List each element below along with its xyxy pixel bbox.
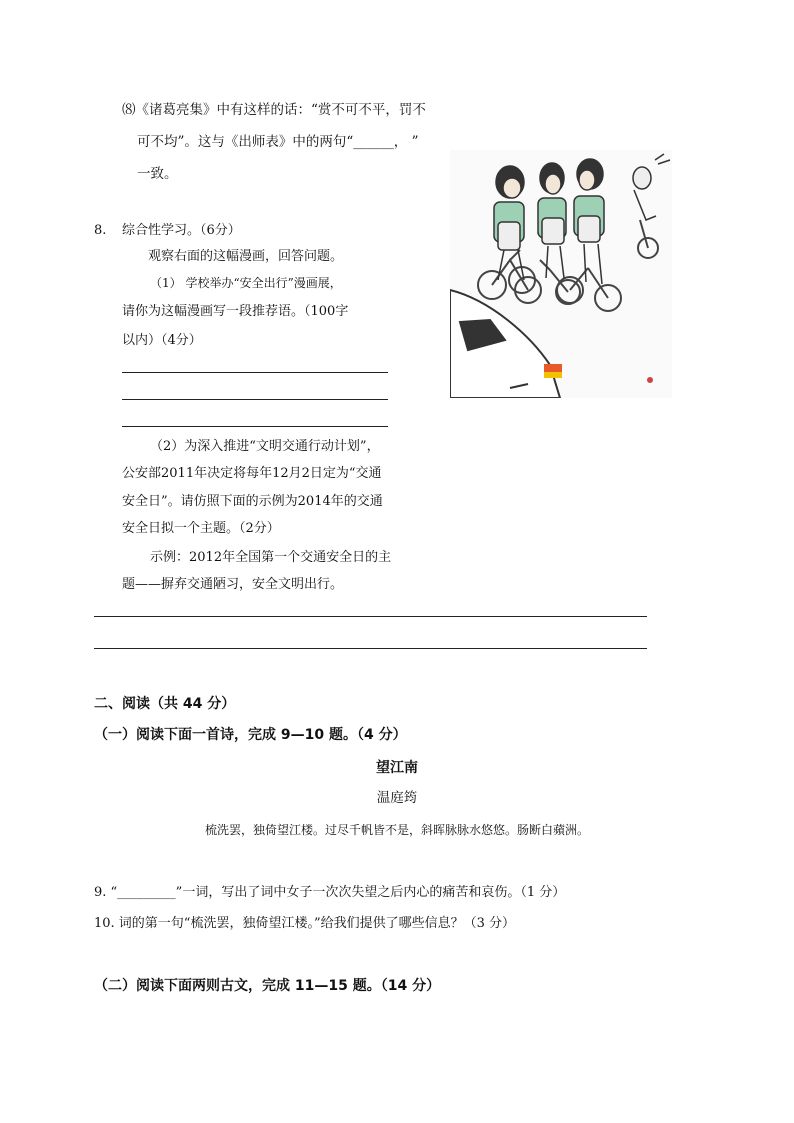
q8-sub-line2: 可不均”。这与《出师表》中的两句“______， ” xyxy=(137,134,419,150)
q8-part1-line1: （1） 学校举办“安全出行”漫画展， xyxy=(150,276,342,290)
question-10: 10. 词的第一句“梳洗罢，独倚望江楼。”给我们提供了哪些信息？（3 分） xyxy=(94,916,516,931)
section2-part1-heading: （一）阅读下面一首诗，完成 9—10 题。（4 分） xyxy=(94,727,407,743)
q8-part2-line1: （2）为深入推进“文明交通行动计划”， xyxy=(150,439,380,454)
q8-part2-line4: 安全日拟一个主题。（2分） xyxy=(122,521,280,536)
poem-title: 望江南 xyxy=(376,760,418,776)
q8-sub-line3: 一致。 xyxy=(137,166,178,182)
q8-part1-line2: 请你为这幅漫画写一段推荐语。（100字 xyxy=(122,304,349,319)
q8-part2-line3: 安全日”。请仿照下面的示例为2014年的交通 xyxy=(122,494,383,509)
answer-line[interactable] xyxy=(94,616,647,617)
q8-part1-line3: 以内）（4分） xyxy=(122,333,202,348)
section2-part2-heading: （二）阅读下面两则古文，完成 11—15 题。（14 分） xyxy=(94,978,441,994)
q8-title: 综合性学习。（6分） xyxy=(122,223,241,238)
question-9: 9. “_________”一词，写出了词中女子一次次失望之后内心的痛苦和哀伤。（1 分） xyxy=(94,885,566,900)
q8-sub-line1: ⑻《诸葛亮集》中有这样的话：“赏不可不平，罚不 xyxy=(122,102,426,118)
answer-line[interactable] xyxy=(122,372,388,373)
poem-body: 梳洗罢，独倚望江楼。过尽千帆皆不是，斜晖脉脉水悠悠。肠断白蘋洲。 xyxy=(204,823,589,837)
q8-example-line2: 题——摒弃交通陋习，安全文明出行。 xyxy=(122,577,344,592)
q8-intro: 观察右面的这幅漫画，回答问题。 xyxy=(148,249,344,264)
q8-number: 8. xyxy=(94,223,107,238)
q8-example-line1: 示例：2012年全国第一个交通安全日的主 xyxy=(150,550,392,565)
answer-line[interactable] xyxy=(122,426,388,427)
section2-heading: 二、阅读（共 44 分） xyxy=(94,696,236,712)
q8-part2-line2: 公安部2011年决定将每年12月2日定为“交通 xyxy=(122,466,382,481)
cartoon-illustration xyxy=(450,150,672,398)
poem-author: 温庭筠 xyxy=(376,790,418,806)
answer-line[interactable] xyxy=(94,648,647,649)
cyclists-cartoon-icon xyxy=(450,150,672,398)
answer-line[interactable] xyxy=(122,399,388,400)
